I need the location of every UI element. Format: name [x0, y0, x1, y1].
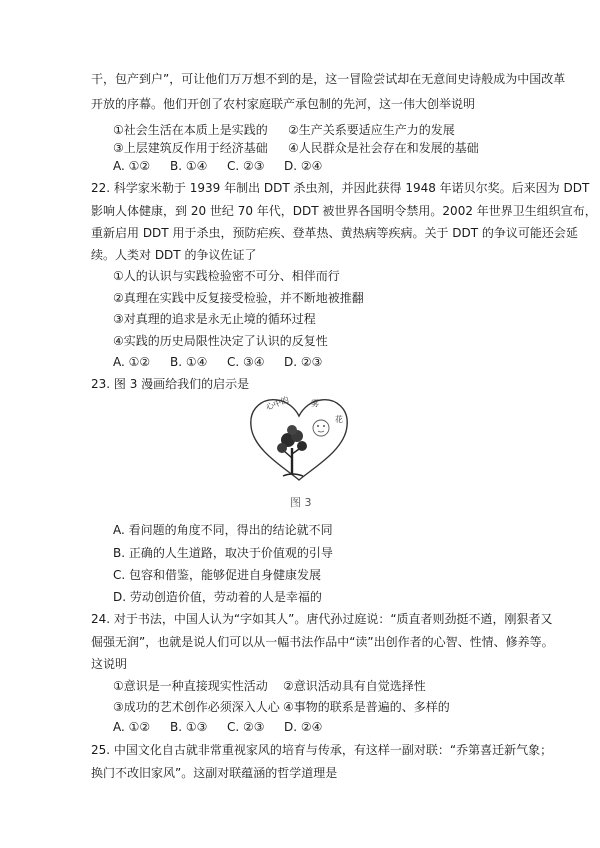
q24-option-c[interactable]: C. ②③: [227, 720, 265, 734]
q21-option-b[interactable]: B. ①④: [170, 159, 208, 173]
q24-statement-4: ④事物的联系是普遍的、多样的: [283, 700, 450, 714]
q23-choice-c[interactable]: C. 包容和借鉴，能够促进自身健康发展: [113, 568, 322, 582]
figure-caption: 图 3: [290, 496, 312, 509]
q22-option-d[interactable]: D. ②③: [284, 355, 323, 369]
q25-stem-line-1: 25. 中国文化自古就非常重视家风的培育与传承，有这样一副对联：“乔第喜迁新气象；: [91, 743, 553, 757]
q22-stem-line-3: 重新启用 DDT 用于杀虫，预防疟疾、登革热、黄热病等疾病。关于 DDT 的争议可能还会延: [91, 226, 578, 240]
q22-option-c[interactable]: C. ③④: [227, 355, 265, 369]
q22-statement-2: ②真理在实践中反复接受检验，并不断地被推翻: [113, 291, 364, 305]
q24-stem-line-1: 24. 对于书法，中国人认为“字如其人”。唐代孙过庭说：“质直者则劲挺不遒，刚狠者又: [91, 612, 553, 626]
q24-option-a[interactable]: A. ①②: [113, 720, 151, 734]
q21-stem-line-2: 开放的序幕。他们开创了农村家庭联产承包制的先河，这一伟大创举说明: [91, 97, 476, 111]
figure-handwriting-2: 雾: [311, 399, 319, 408]
q24-statement-2: ②意识活动具有自觉选择性: [283, 679, 426, 693]
q23-choice-d[interactable]: D. 劳动创造价值，劳动着的人是幸福的: [113, 590, 322, 604]
q22-option-b[interactable]: B. ①④: [170, 355, 208, 369]
q22-stem-line-1: 22. 科学家米勒于 1939 年制出 DDT 杀虫剂，并因此获得 1948 年诺贝尔奖。后来因为 DDT: [91, 181, 590, 195]
tree-icon: [277, 425, 307, 476]
q21-stem-line-1: 干，包产到户”，可让他们万万想不到的是，这一冒险尝试却在无意间史诗般成为中国改革: [91, 72, 566, 86]
q22-statement-1: ①人的认识与实践检验密不可分、相伴而行: [113, 269, 340, 283]
q21-option-a[interactable]: A. ①②: [113, 159, 151, 173]
figure-handwriting-3: 花: [335, 415, 343, 424]
q24-option-d[interactable]: D. ②④: [284, 720, 323, 734]
figure-handwriting-1: 心中的: [264, 395, 291, 412]
q21-option-d[interactable]: D. ②④: [284, 159, 323, 173]
q23-choice-b[interactable]: B. 正确的人生道路，取决于价值观的引导: [113, 546, 333, 560]
q24-options: [113, 719, 322, 735]
q22-statement-4: ④实践的历史局限性决定了认识的反复性: [113, 334, 328, 348]
q22-stem-line-2: 影响人体健康，到 20 世纪 70 年代，DDT 被世界各国明令禁用。2002 年世界卫生组织宣布，: [91, 204, 597, 218]
q22-option-a[interactable]: A. ①②: [113, 355, 151, 369]
q24-stem-line-2: 倔强无润”，也就是说人们可以从一幅书法作品中“读”出创作者的心智、性情、修养等。: [91, 635, 554, 649]
q23-choice-a[interactable]: A. 看问题的角度不同，得出的结论就不同: [113, 523, 333, 537]
q24-statement-1: ①意识是一种直接现实性活动: [113, 679, 268, 693]
heart-cartoon-figure: [245, 392, 353, 484]
q21-statement-4: ④人民群众是社会存在和发展的基础: [288, 141, 479, 155]
q22-stem-line-4: 续。人类对 DDT 的争议佐证了: [91, 248, 257, 262]
q25-stem-line-2: 换门不改旧家风”。这副对联蕴涵的哲学道理是: [91, 766, 338, 780]
q21-option-c[interactable]: C. ②③: [227, 159, 265, 173]
q22-options: [113, 354, 322, 370]
q21-statement-3: ③上层建筑反作用于经济基础: [113, 141, 268, 155]
q22-statement-3: ③对真理的追求是永无止境的循环过程: [113, 312, 316, 326]
q24-stem-line-3: 这说明: [91, 657, 128, 671]
q21-options: [113, 158, 322, 174]
q24-option-b[interactable]: B. ①③: [170, 720, 208, 734]
q21-statement-2: ②生产关系要适应生产力的发展: [288, 123, 455, 137]
sun-icon: [313, 420, 329, 436]
q24-statement-3: ③成功的艺术创作必须深入人心: [113, 700, 280, 714]
q21-statement-1: ①社会生活在本质上是实践的: [113, 123, 268, 137]
q23-stem: 23. 图 3 漫画给我们的启示是: [91, 377, 250, 391]
